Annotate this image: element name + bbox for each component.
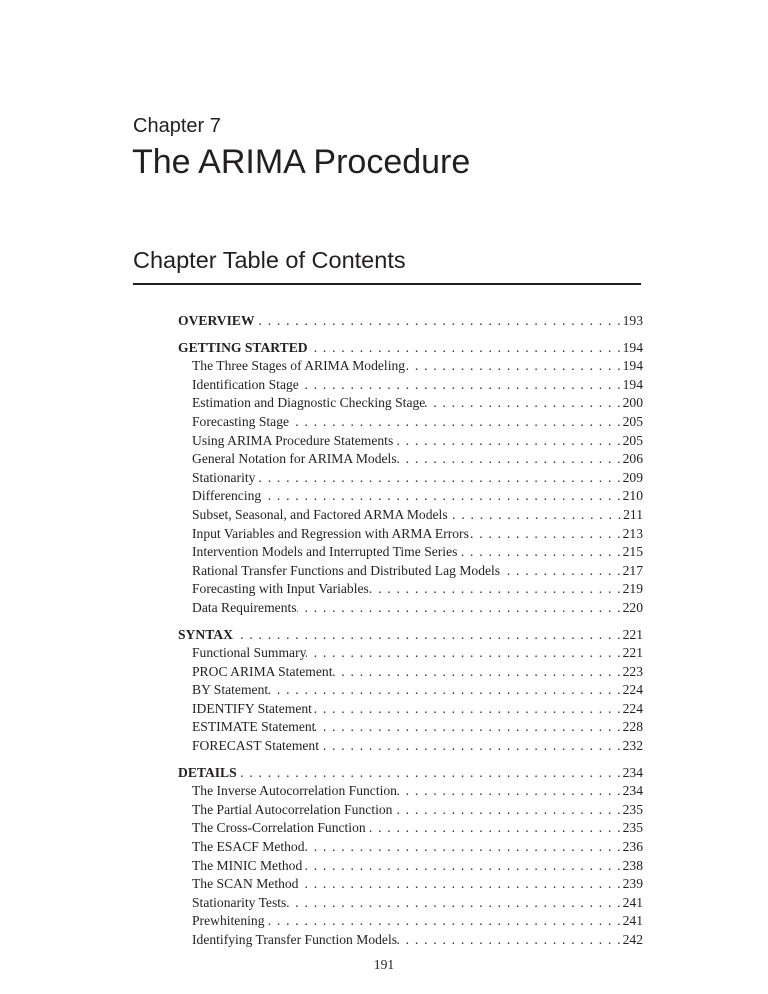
toc-entry-title[interactable]: ESTIMATE Statement xyxy=(192,719,316,735)
dot-leader xyxy=(405,357,623,376)
toc-entry[interactable] xyxy=(178,801,643,820)
toc-entry[interactable] xyxy=(178,376,643,395)
toc-entry-page: 194 xyxy=(622,376,643,392)
dot-leader xyxy=(306,644,622,663)
toc-entry-title[interactable]: General Notation for ARIMA Models xyxy=(192,451,397,467)
toc-entry-page: 224 xyxy=(622,700,643,716)
dot-leader xyxy=(315,718,622,737)
dot-leader xyxy=(299,376,623,395)
dot-leader xyxy=(255,469,622,488)
toc-entry-page: 234 xyxy=(622,783,643,799)
toc-entry-title[interactable]: Prewhitening xyxy=(192,913,265,929)
toc-entry-page: 205 xyxy=(622,432,643,448)
toc-entry[interactable] xyxy=(178,543,643,562)
toc-entry-page: 235 xyxy=(622,801,643,817)
toc-entry-title[interactable]: Data Requirements xyxy=(192,599,297,615)
chapter-title: The ARIMA Procedure xyxy=(132,143,471,181)
toc-entry[interactable] xyxy=(178,644,643,663)
toc-entry-title[interactable]: Stationarity xyxy=(192,469,256,485)
page-number: 191 xyxy=(373,957,395,972)
toc-entry[interactable] xyxy=(178,413,643,432)
toc-entry[interactable] xyxy=(178,857,643,876)
dot-leader xyxy=(308,339,623,358)
toc-heading: Chapter Table of Contents xyxy=(133,247,406,273)
heading-rule xyxy=(133,283,641,285)
toc-entry-page: 211 xyxy=(623,506,643,522)
toc-entry-title[interactable]: SYNTAX xyxy=(178,626,233,642)
dot-leader xyxy=(457,543,622,562)
toc-entry-page: 239 xyxy=(622,876,643,892)
dot-leader xyxy=(397,782,623,801)
toc-entry-title[interactable]: The MINIC Method xyxy=(192,857,303,873)
toc-entry-title[interactable]: Estimation and Diagnostic Checking Stage xyxy=(192,395,426,411)
toc-entry-title[interactable]: Forecasting Stage xyxy=(192,413,290,429)
toc-entry-page: 241 xyxy=(622,894,643,910)
dot-leader xyxy=(500,562,623,581)
toc-entry[interactable] xyxy=(178,737,643,756)
toc-entry[interactable] xyxy=(178,894,643,913)
toc-entry-page: 221 xyxy=(622,626,643,642)
toc-entry[interactable] xyxy=(178,718,643,737)
toc-entry[interactable] xyxy=(178,580,643,599)
dot-leader xyxy=(265,912,623,931)
dot-leader xyxy=(289,413,623,432)
dot-leader xyxy=(255,312,623,331)
toc-entry[interactable] xyxy=(178,663,643,682)
toc-entry-title[interactable]: Functional Summary xyxy=(192,645,307,661)
toc-section xyxy=(178,764,643,950)
toc-entry-page: 217 xyxy=(622,562,643,578)
dot-leader xyxy=(261,487,622,506)
dot-leader xyxy=(305,838,623,857)
toc-entry-page: 235 xyxy=(622,820,643,836)
dot-leader xyxy=(369,580,623,599)
toc-entry-title[interactable]: DETAILS xyxy=(178,764,237,780)
toc-entry[interactable] xyxy=(178,469,643,488)
toc-section xyxy=(178,626,643,756)
dot-leader xyxy=(393,432,622,451)
toc-entry-page: 200 xyxy=(622,395,643,411)
toc-entry[interactable] xyxy=(178,525,643,544)
toc-entry-page: 236 xyxy=(622,839,643,855)
toc-entry-title[interactable]: FORECAST Statement xyxy=(192,738,320,754)
toc-entry-page: 206 xyxy=(622,451,643,467)
toc-entry-page: 210 xyxy=(622,488,643,504)
toc-entry-title[interactable]: GETTING STARTED xyxy=(178,339,308,355)
toc-entry-page: 194 xyxy=(622,358,643,374)
toc-section-heading[interactable] xyxy=(178,764,643,783)
toc-entry[interactable] xyxy=(178,875,643,894)
toc-entry-title[interactable]: The SCAN Method xyxy=(192,876,299,892)
toc-entry-page: 213 xyxy=(622,525,643,541)
chapter-label: Chapter 7 xyxy=(133,115,221,137)
toc-entry-page: 232 xyxy=(622,738,643,754)
toc-entry-page: 193 xyxy=(622,313,643,328)
dot-leader xyxy=(237,764,623,783)
dot-leader xyxy=(268,681,622,700)
toc-entry-title[interactable]: OVERVIEW xyxy=(178,313,255,328)
toc-entry[interactable] xyxy=(178,912,643,931)
toc-entry-title[interactable]: IDENTIFY Statement xyxy=(192,700,312,716)
toc-entry-title[interactable]: Intervention Models and Interrupted Time Series xyxy=(192,544,458,560)
toc-entry[interactable] xyxy=(178,487,643,506)
toc-entry-title[interactable]: The Three Stages of ARIMA Modeling xyxy=(192,358,406,374)
toc-entry-page: 242 xyxy=(622,932,643,947)
toc-entry[interactable] xyxy=(178,681,643,700)
toc-entry-page: 220 xyxy=(622,599,643,615)
toc-entry-title[interactable]: The Cross-Correlation Function xyxy=(192,820,366,836)
toc-entry-page: 221 xyxy=(622,645,643,661)
toc-entry[interactable] xyxy=(178,782,643,801)
toc-section xyxy=(178,312,643,331)
toc-entry-title[interactable]: The ESACF Method xyxy=(192,839,305,855)
toc-entry-title[interactable]: Rational Transfer Functions and Distributed Lag Models xyxy=(192,562,501,578)
toc-section-heading[interactable] xyxy=(178,339,643,358)
dot-leader xyxy=(233,626,623,645)
dot-leader xyxy=(425,394,622,413)
toc-entry[interactable] xyxy=(178,931,643,950)
dot-leader xyxy=(366,819,623,838)
toc-entry[interactable] xyxy=(178,357,643,376)
dot-leader xyxy=(302,857,622,876)
toc-section xyxy=(178,339,643,618)
toc-section-heading[interactable] xyxy=(178,312,643,331)
toc-entry-title[interactable]: Input Variables and Regression with ARMA Errors xyxy=(192,525,469,541)
toc-entry[interactable] xyxy=(178,599,643,618)
toc-entry-page: 209 xyxy=(622,469,643,485)
toc-entry-title[interactable]: Using ARIMA Procedure Statements xyxy=(192,432,394,448)
toc-entry-page: 228 xyxy=(622,719,643,735)
dot-leader xyxy=(448,506,623,525)
toc-entry-title[interactable]: Identification Stage xyxy=(192,376,299,392)
toc-entry[interactable] xyxy=(178,819,643,838)
toc-entry[interactable] xyxy=(178,394,643,413)
dot-leader xyxy=(297,599,623,618)
dot-leader xyxy=(397,450,623,469)
toc-entry[interactable] xyxy=(178,506,643,525)
dot-leader xyxy=(397,931,623,950)
dot-leader xyxy=(319,737,623,756)
toc-entry-title[interactable]: Differencing xyxy=(192,488,262,504)
toc-entry-page: 219 xyxy=(622,581,643,597)
toc-entry[interactable] xyxy=(178,432,643,451)
toc-entry[interactable] xyxy=(178,562,643,581)
toc-entry-title[interactable]: The Inverse Autocorrelation Function xyxy=(192,783,397,799)
toc-entry-title[interactable]: Identifying Transfer Function Models xyxy=(192,932,398,947)
dot-leader xyxy=(332,663,622,682)
dot-leader xyxy=(469,525,623,544)
toc-entry[interactable] xyxy=(178,700,643,719)
toc-entry[interactable] xyxy=(178,450,643,469)
toc-entry[interactable] xyxy=(178,838,643,857)
toc-entry-title[interactable]: The Partial Autocorrelation Function xyxy=(192,801,393,817)
dot-leader xyxy=(312,700,623,719)
dot-leader xyxy=(298,875,622,894)
toc-entry-page: 241 xyxy=(622,913,643,929)
toc-entry-title[interactable]: Subset, Seasonal, and Factored ARMA Models xyxy=(192,506,448,522)
dot-leader xyxy=(392,801,622,820)
toc-section-heading[interactable] xyxy=(178,626,643,645)
toc-entry-page: 234 xyxy=(622,764,643,780)
toc-entry-page: 224 xyxy=(622,682,643,698)
toc-entry-page: 238 xyxy=(622,857,643,873)
toc-entry-title[interactable]: Forecasting with Input Variables xyxy=(192,581,369,597)
toc-entry-page: 194 xyxy=(622,339,643,355)
table-of-contents xyxy=(178,312,643,950)
toc-entry-title[interactable]: BY Statement xyxy=(192,682,269,698)
toc-entry-page: 223 xyxy=(622,663,643,679)
toc-entry-page: 215 xyxy=(622,544,643,560)
toc-entry-title[interactable]: PROC ARIMA Statement xyxy=(192,663,333,679)
dot-leader xyxy=(286,894,622,913)
toc-entry-title[interactable]: Stationarity Tests xyxy=(192,894,287,910)
toc-entry-page: 205 xyxy=(622,413,643,429)
